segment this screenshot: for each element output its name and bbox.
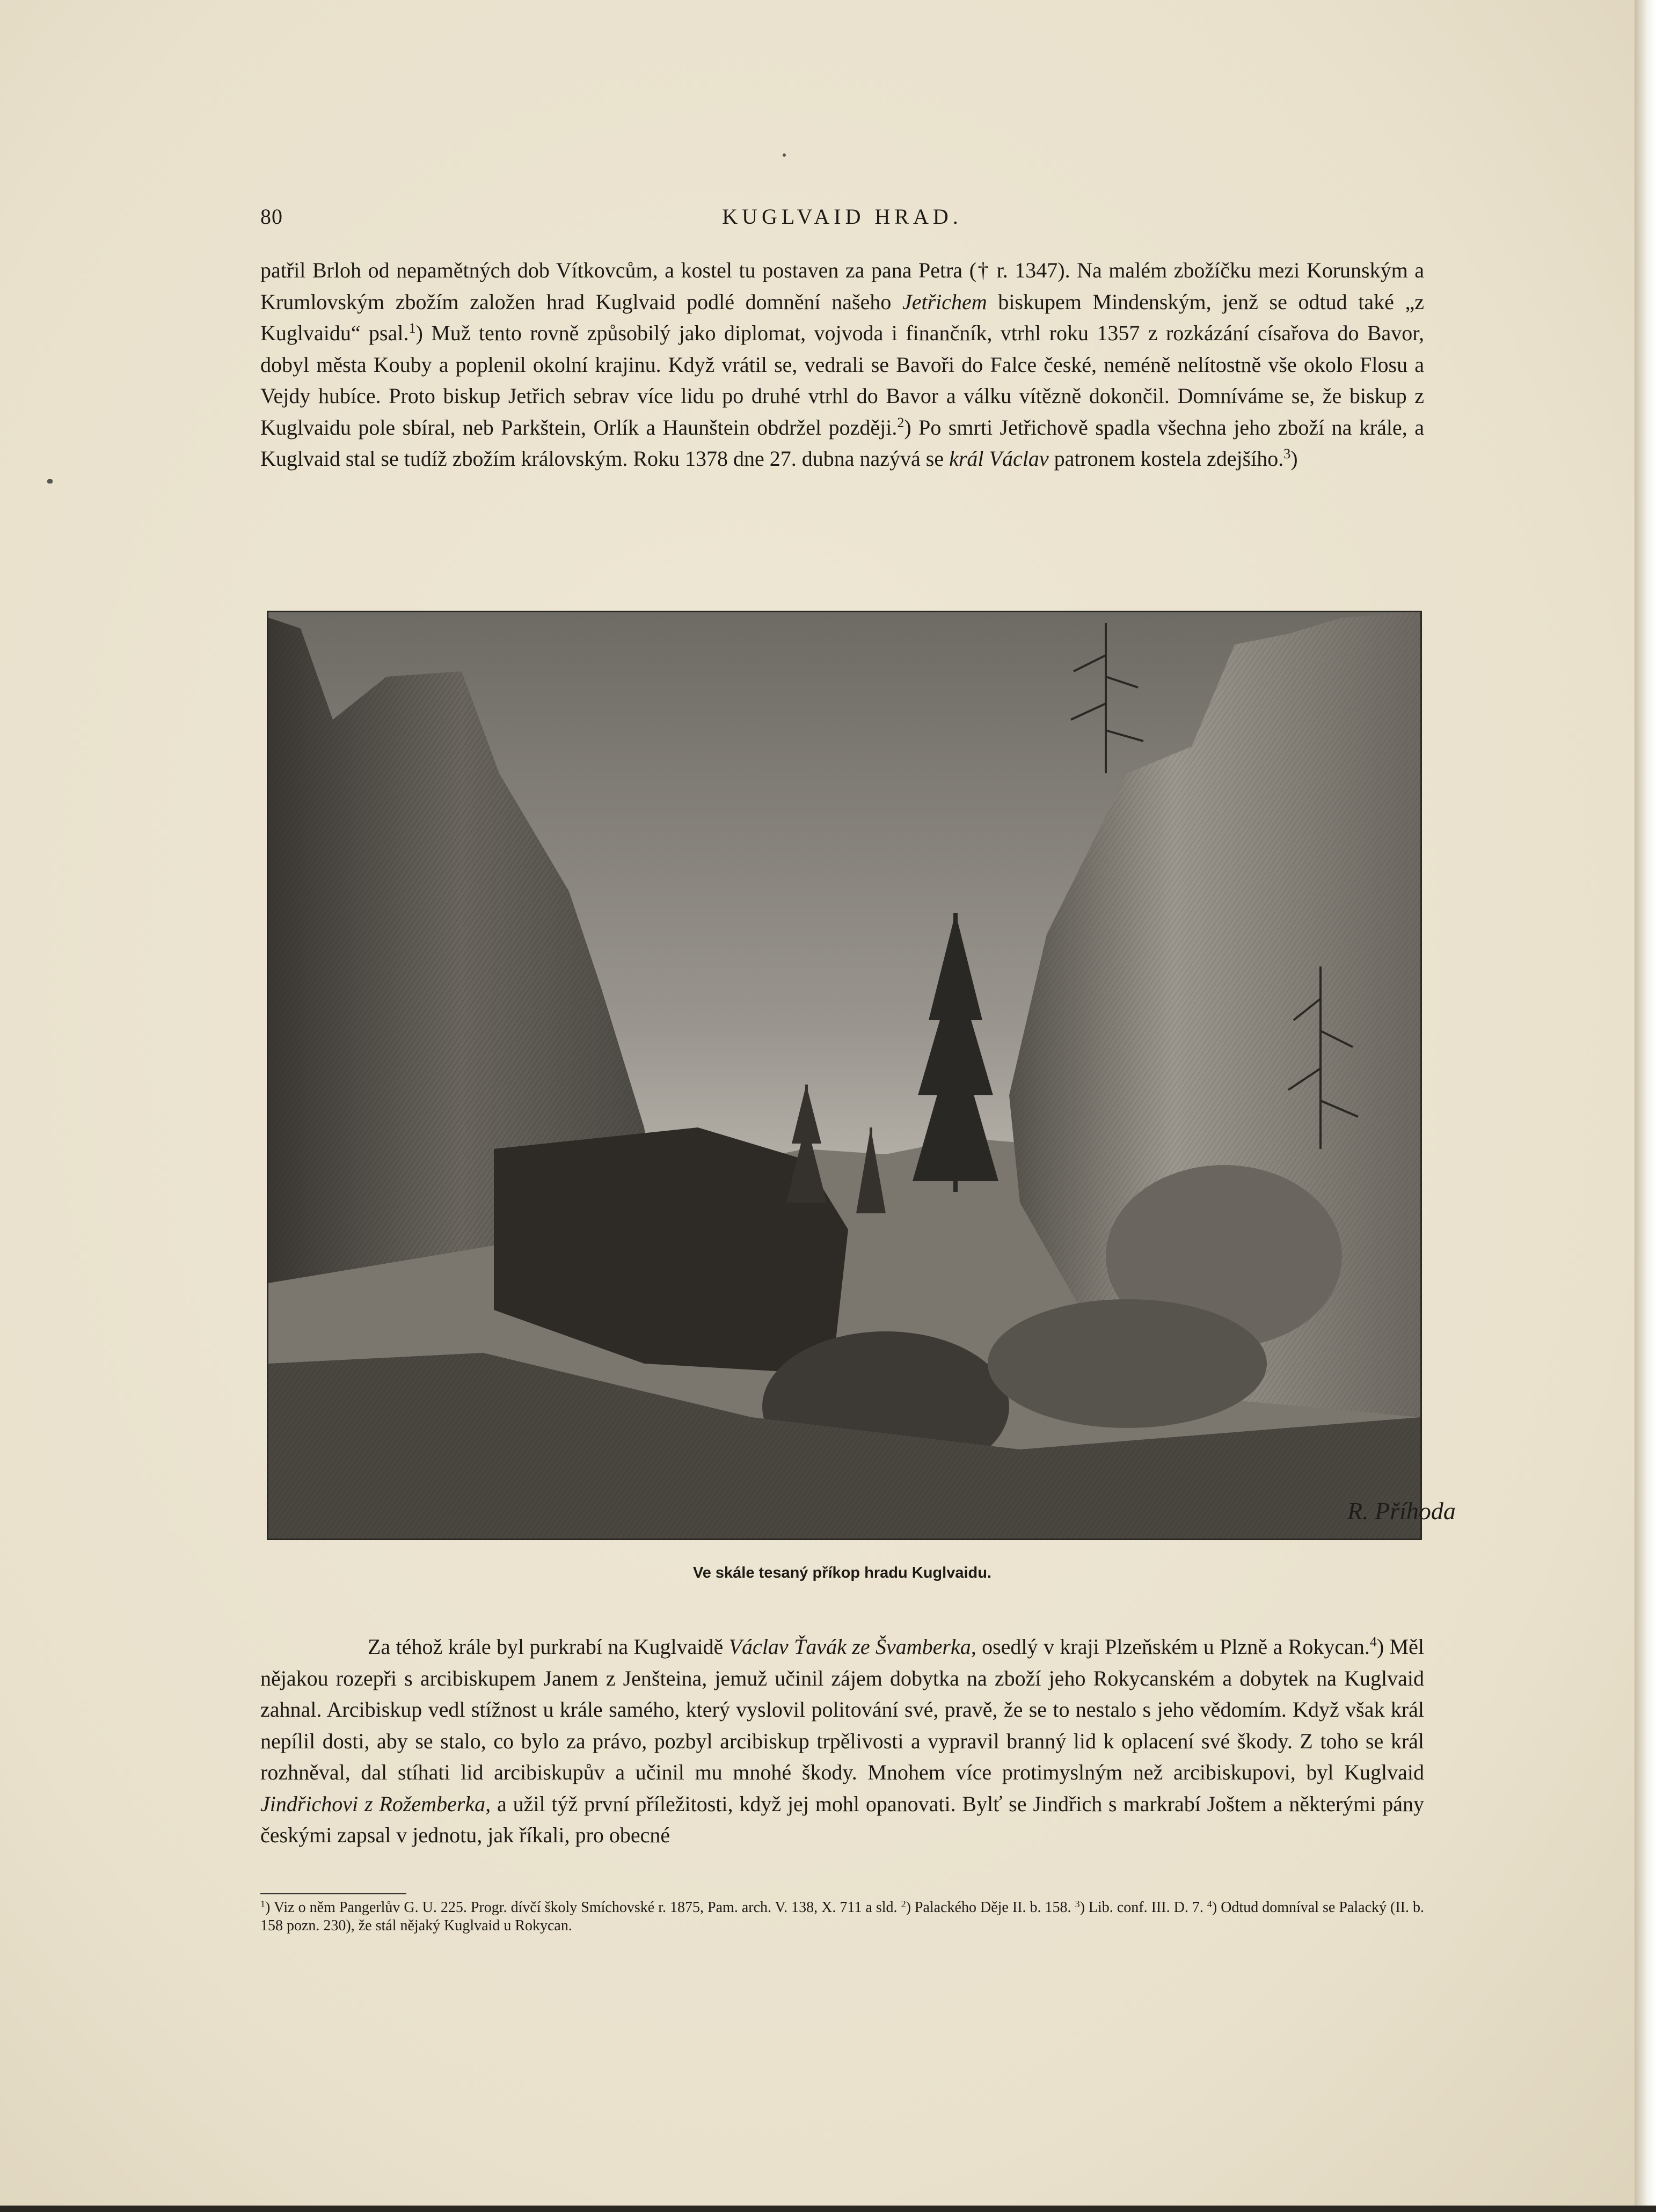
footnote-ref: 4 bbox=[1369, 1634, 1377, 1650]
rock-gorge-engraving bbox=[268, 612, 1456, 1539]
engraving-illustration bbox=[267, 611, 1456, 1540]
footnote-number: 3 bbox=[1075, 1899, 1080, 1909]
italic-name: Jetřichem bbox=[902, 289, 987, 314]
footnote-ref: 2 bbox=[897, 414, 904, 430]
footnote-text: ) Lib. conf. III. D. 7. bbox=[1079, 1899, 1207, 1916]
text-run: a užil týž první příležitosti, když jej mohl opanovati. Bylť se Jindřich s markrabí Joštem a některými pány českými zapsal v jednotu, jak říkali, pro obecné bbox=[260, 1791, 1425, 1847]
paragraph-2 bbox=[260, 1631, 1424, 1851]
footnote-ref: 1 bbox=[408, 320, 416, 336]
page-number: 80 bbox=[260, 204, 283, 229]
text-run: ) Po smrti Jetřichově spadla všechna jeho zboží na krále, a Kuglvaid stal se tudíž zbožím královským. Roku 1378 dne 27. dubna nazývá se bbox=[260, 415, 1425, 471]
rock-pile bbox=[988, 1299, 1267, 1428]
footnote-text: ) Odtud domníval se Palacký (II. b. 158 pozn. 230), že stál nějaký Kuglvaid u Rokycan. bbox=[260, 1899, 1425, 1934]
text-run: ) Měl nějakou rozepři s arcibiskupem Janem z Jenšteina, jemuž učinil zájem dobytka na zboží jeho Rokycanském a dobytek na Kuglvaid zahnal. Arcibiskup vedl stížnost u krále samého, který vyslovil politování své, pravě, že se to nestalo s jeho vědomím. Když však král nepílil dosti, aby se stalo, co bylo za právo, pozbyl arcibiskup trpělivosti a vypravil branný lid k oplacení své škody. Z toho se král rozhněval, dal stíhati lid arcibiskupův a učinil mu mnohé škody. Mnohem více protimyslným než arcibiskupovi, byl Kuglvaid bbox=[260, 1635, 1425, 1784]
page-edge bbox=[1635, 0, 1656, 2212]
text-run: osedlý v kraji Plzeňském u Plzně a Rokycan. bbox=[976, 1635, 1370, 1659]
footnotes bbox=[260, 1899, 1424, 1935]
footnote-rule bbox=[260, 1893, 406, 1894]
footnote-number: 4 bbox=[1207, 1899, 1212, 1909]
italic-name: král Václav bbox=[949, 446, 1049, 471]
footnote-text: ) Palackého Děje II. b. 158. bbox=[906, 1899, 1075, 1916]
running-title: KUGLVAID HRAD. bbox=[722, 204, 962, 229]
footnote-text: ) Viz o něm Pangerlův G. U. 225. Progr. dívčí školy Smíchovské r. 1875, Pam. arch. V. 138, X. 711 a sld. bbox=[265, 1899, 901, 1916]
footnote-number: 2 bbox=[901, 1899, 906, 1909]
footnote-ref: 3 bbox=[1283, 446, 1291, 462]
scan-border bbox=[0, 2206, 1656, 2212]
text-run: patřil Brloh od nepamětných dob Vítkovcům, a kostel tu postaven za pana Petra († r. 1347). Na malém zbožíčku mezi Korunským a Krumlovským zbožím založen hrad Kuglvaid podlé domnění našeho bbox=[260, 258, 1424, 314]
italic-name: Jindřichovi z Rožemberka, bbox=[260, 1791, 491, 1816]
artist-signature: R. Příhoda bbox=[1347, 1497, 1456, 1525]
text-run: biskupem Mindenským, jenž se odtud také „z Kuglvaidu“ psal. bbox=[260, 289, 1424, 345]
text-run: Za téhož krále byl purkrabí na Kuglvaidě bbox=[368, 1635, 729, 1659]
footnote-number: 1 bbox=[260, 1899, 265, 1909]
text-run: ) Muž tento rovně způsobilý jako diplomat, vojvoda i finančník, vtrhl roku 1357 z rozkázání císařova do Bavor, dobyl města Kouby a poplenil okolní krajinu. Když vrátil se, vedrali se Bavoři do Falce české, neméně nelítostně vše okolo Flosu a Vejdy hubíce. Proto biskup Jetřich sebrav více lidu po druhé vtrhl do Bavor a válku vítězně dokončil. Domníváme se, že biskup z Kuglvaidu pole sbíral, neb Parkštein, Orlík a Haunštein obdržel později. bbox=[260, 321, 1424, 440]
text-run: ) bbox=[1290, 446, 1298, 471]
paragraph-1 bbox=[260, 255, 1424, 475]
italic-name: Václav Ťavák ze Švamberka, bbox=[728, 1635, 976, 1659]
page-header bbox=[260, 204, 1424, 236]
text-run: patronem kostela zdejšího. bbox=[1048, 446, 1284, 471]
figure-caption: Ve skále tesaný příkop hradu Kuglvaidu. bbox=[692, 1564, 991, 1581]
speck bbox=[47, 479, 53, 484]
speck bbox=[783, 153, 786, 157]
